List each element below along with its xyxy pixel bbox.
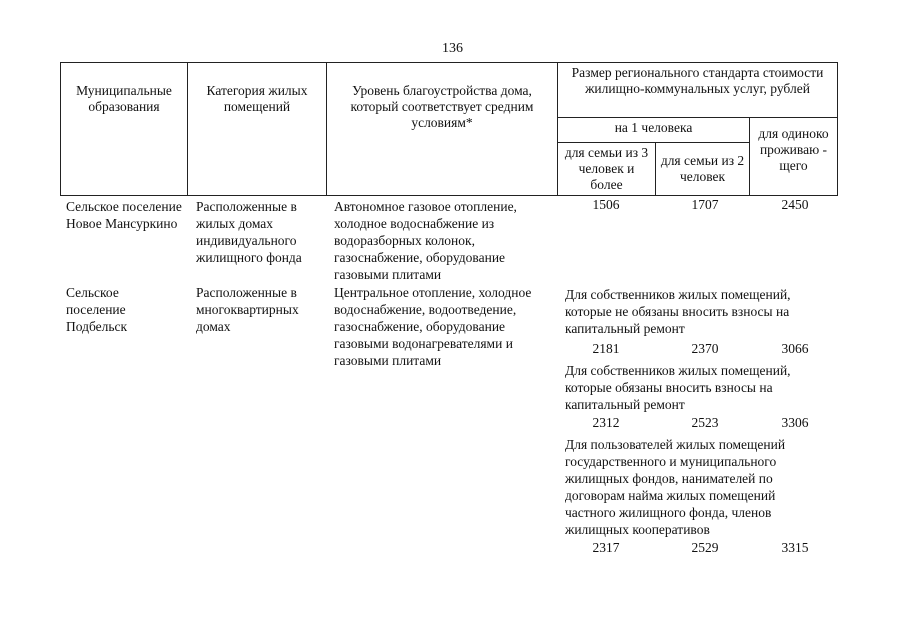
row2-level: Центральное отопление, холодное водоснабжение, водоотведение, газоснабжение, оборудование газовыми водонагревателями и газовыми плитами <box>334 285 532 368</box>
row1-category: Расположенные в жилых домах индивидуального жилищного фонда <box>196 199 302 265</box>
group1-label: Для собственников жилых помещений, которые не обязаны вносить взносы на капитальный ремонт <box>565 287 791 336</box>
header-single: для одиноко проживаю - щего <box>750 118 838 196</box>
row1-municipal: Сельское поселение Новое Мансуркино <box>66 199 182 231</box>
group1-value-family2: 2370 <box>691 341 719 356</box>
group2-value-single: 3306 <box>781 415 809 430</box>
header-per-person: на 1 человека <box>558 118 750 143</box>
group3-value-family2: 2529 <box>691 540 719 555</box>
row2-municipal: Сельское поселение Подбельск <box>66 285 128 334</box>
header-table <box>60 62 838 196</box>
header-size: Размер регионального стандарта стоимости жилищно-коммунальных услуг, рублей <box>558 63 838 118</box>
header-municipal: Муниципальные образования <box>61 63 188 196</box>
header-level: Уровень благоустройства дома, который соответствует средним условиям* <box>327 63 558 196</box>
row2-category: Расположенные в многоквартирных домах <box>196 285 299 334</box>
group3-label: Для пользователей жилых помещений государственного и муниципального жилищных фондов, нанимателей по договорам найма жилых помещений частного жилищного фонда, членов жилищных кооперативов <box>565 437 786 537</box>
group1-value-family3: 2181 <box>592 341 620 356</box>
header-family2: для семьи из 2 человек <box>656 143 750 196</box>
group2-label: Для собственников жилых помещений, которые обязаны вносить взносы на капитальный ремонт <box>565 363 791 412</box>
group3-value-single: 3315 <box>781 540 809 555</box>
row1-value-family2: 1707 <box>691 197 719 212</box>
header-family3: для семьи из 3 человек и более <box>558 143 656 196</box>
row1-level: Автономное газовое отопление, холодное водоснабжение из водоразборных колонок, газоснабжение, оборудование газовыми плитами <box>334 199 517 282</box>
group2-value-family2: 2523 <box>691 415 719 430</box>
header-category: Категория жилых помещений <box>188 63 327 196</box>
row1-value-single: 2450 <box>781 197 809 212</box>
group3-value-family3: 2317 <box>592 540 620 555</box>
page-number: 136 <box>442 41 463 56</box>
group2-value-family3: 2312 <box>592 415 620 430</box>
group1-value-single: 3066 <box>781 341 809 356</box>
row1-value-family3: 1506 <box>592 197 620 212</box>
